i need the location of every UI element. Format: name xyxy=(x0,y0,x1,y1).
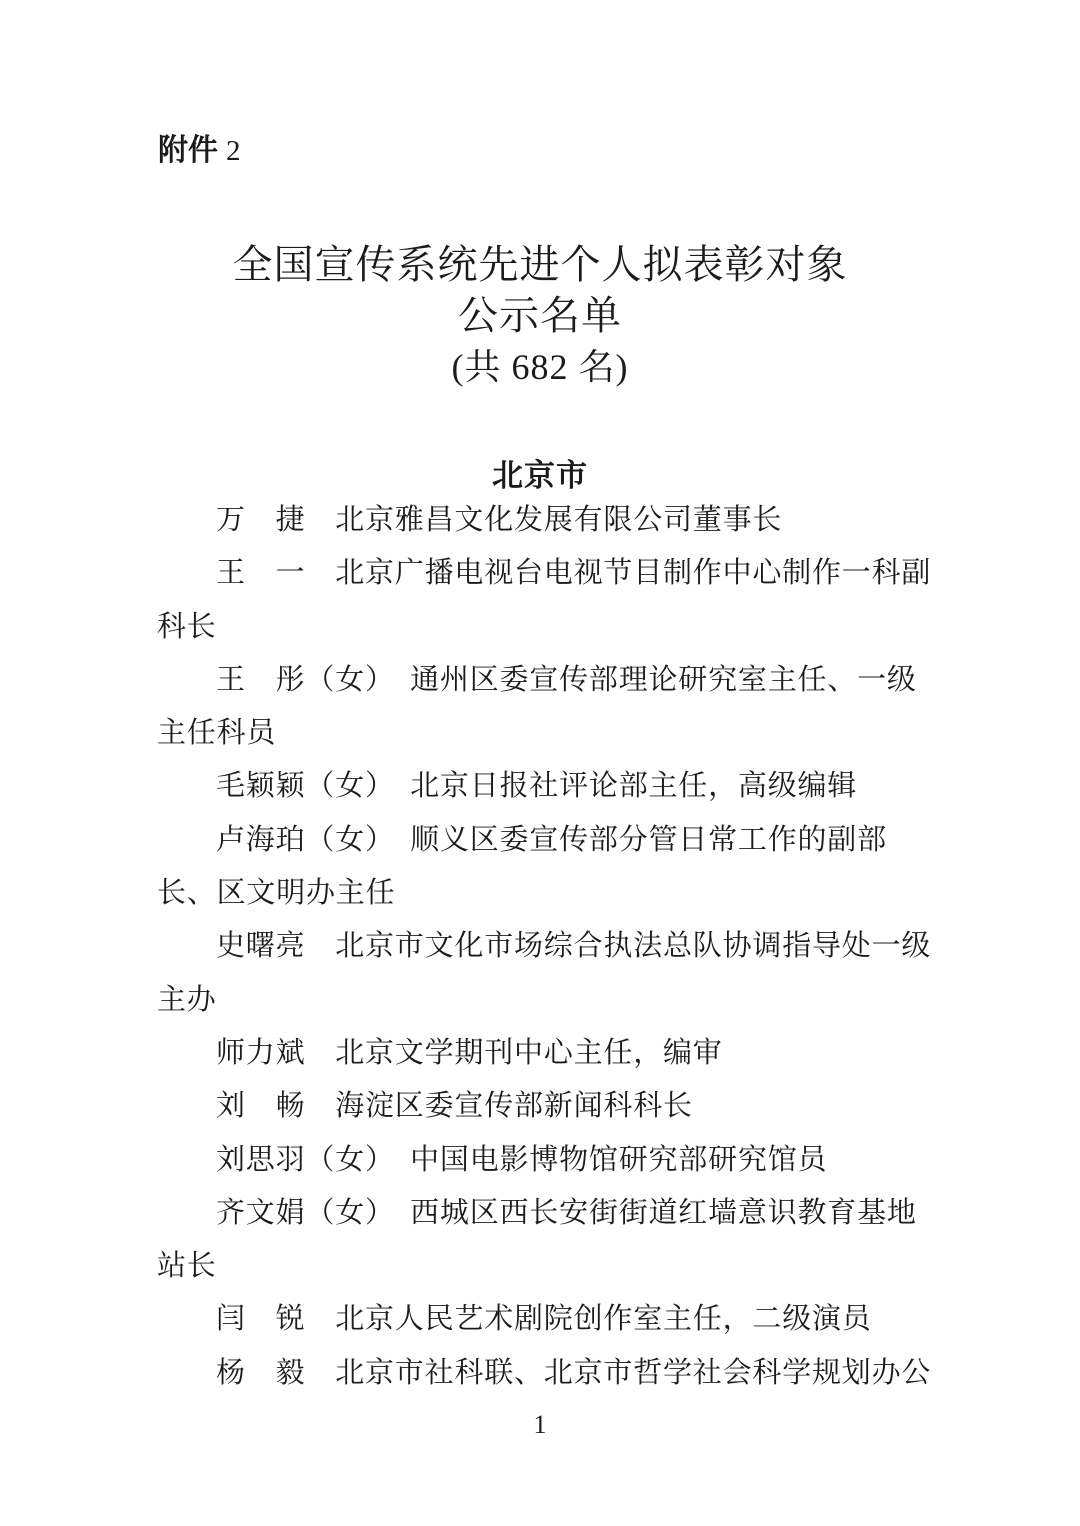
entry-line: 闫 锐 北京人民艺术剧院创作室主任，二级演员 xyxy=(216,1303,872,1336)
page-title-line1: 全国宣传系统先进个人拟表彰对象 xyxy=(232,243,848,287)
attachment-label xyxy=(158,133,241,169)
entries-list xyxy=(157,494,932,1400)
page-number: 1 xyxy=(533,1410,547,1439)
entry-line: 主办 xyxy=(157,983,217,1016)
entry-line: 站长 xyxy=(157,1250,217,1283)
entry-line: 刘思羽（女） 中国电影博物馆研究部研究馆员 xyxy=(216,1143,828,1176)
entry-line: 师力斌 北京文学期刊中心主任，编审 xyxy=(216,1036,723,1069)
title-block xyxy=(0,240,1080,393)
section-heading-beijing: 北京市 xyxy=(492,458,588,493)
attachment-label-text: 附件 xyxy=(158,134,218,167)
entry-line: 齐文娟（女） 西城区西长安街街道红墙意识教育基地 xyxy=(216,1196,917,1229)
attachment-number: 2 xyxy=(226,135,241,167)
entry-line: 科长 xyxy=(157,610,217,643)
entry-line: 杨 毅 北京市社科联、北京市哲学社会科学规划办公 xyxy=(216,1356,932,1389)
entry-line: 长、区文明办主任 xyxy=(157,877,396,910)
entry-line: 卢海珀（女） 顺义区委宣传部分管日常工作的副部 xyxy=(216,823,887,856)
entry-line: 王 一 北京广播电视台电视节目制作中心制作一科副 xyxy=(216,557,932,590)
page-title-line2: 公示名单 xyxy=(458,294,622,338)
page-title-count: (共 682 名) xyxy=(451,347,629,387)
entry-line: 主任科员 xyxy=(157,717,277,750)
entry-line: 王 彤（女） 通州区委宣传部理论研究室主任、一级 xyxy=(216,663,917,696)
entry-line: 史曙亮 北京市文化市场综合执法总队协调指导处一级 xyxy=(216,930,932,963)
entry-line: 刘 畅 海淀区委宣传部新闻科科长 xyxy=(216,1090,693,1123)
entry-line: 毛颖颖（女） 北京日报社评论部主任，高级编辑 xyxy=(216,770,858,803)
entry-line: 万 捷 北京雅昌文化发展有限公司董事长 xyxy=(216,504,783,536)
